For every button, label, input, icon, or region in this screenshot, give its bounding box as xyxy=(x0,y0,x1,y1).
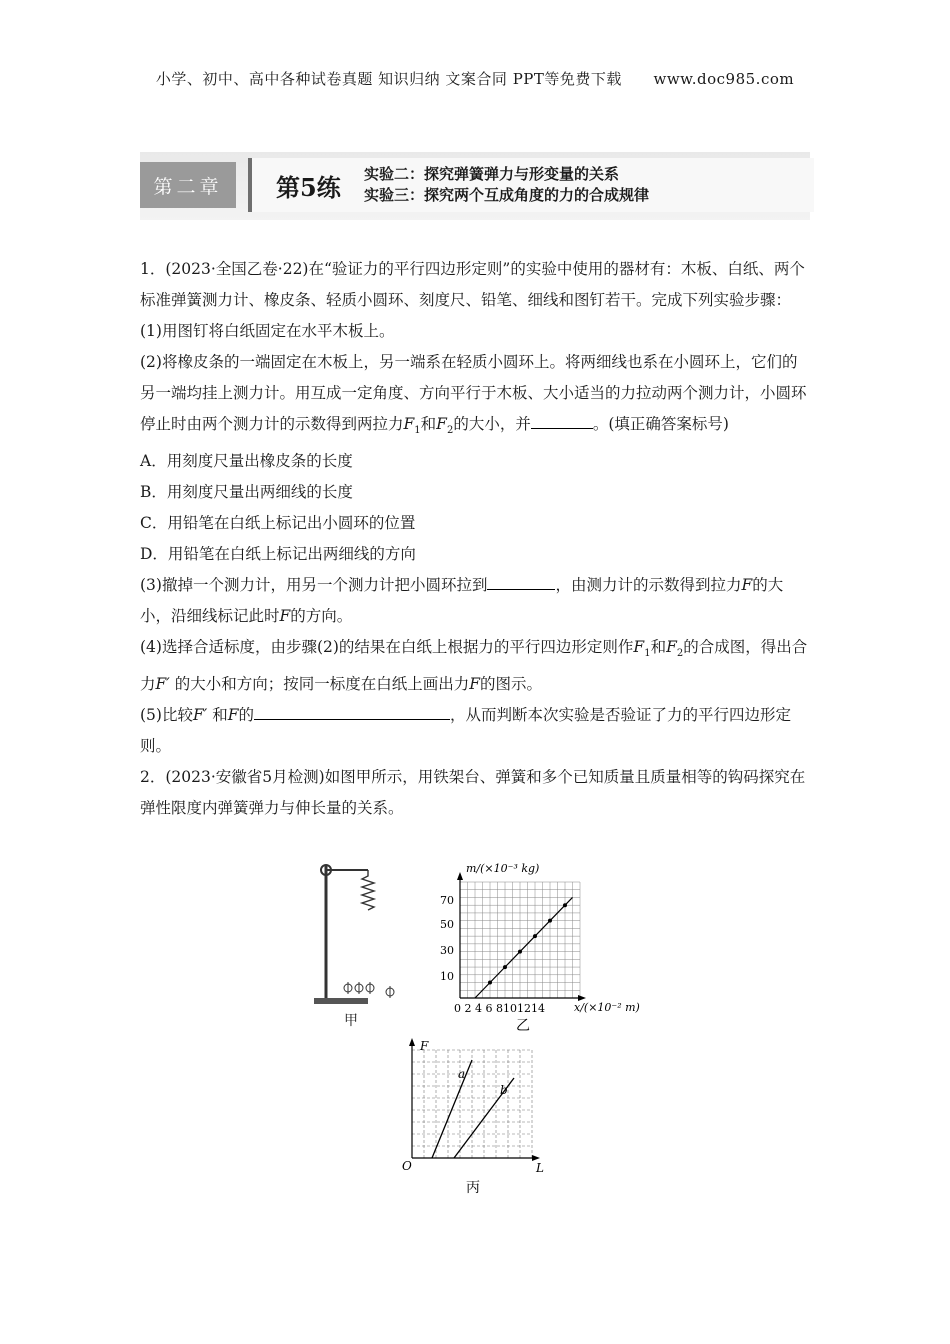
q1-step1: (1)用图钉将白纸固定在水平木板上。 xyxy=(140,322,395,340)
experiment-title-2: 实验三：探究两个互成角度的力的合成规律 xyxy=(364,186,650,204)
figure-yi-chart xyxy=(428,858,648,1038)
option-a: A．用刻度尺量出橡皮条的长度 xyxy=(140,452,353,471)
y-axis-arrow xyxy=(457,872,463,880)
option-d: D．用铅笔在白纸上标记出两细线的方向 xyxy=(140,545,416,564)
q1-step2-text: (2)将橡皮条的一端固定在木板上，另一端系在轻质小圆环上。将两细线也系在小圆环上，它们的另一端均挂上测力计。用互成一定角度、方向平行于木板、大小适当的力拉动两个测力计，小圆环停止时由两个测力计的示数得到两拉力 xyxy=(140,353,807,433)
banner-text: 小学、初中、高中各种试卷真题 知识归纳 文案合同 PPT等免费下载 xyxy=(155,70,622,88)
bing-origin: O xyxy=(402,1159,412,1173)
sub-2: 2 xyxy=(446,425,454,437)
hook-weights xyxy=(344,982,394,998)
var-f-prime: F′ xyxy=(155,675,170,694)
banner-url: www.doc985.com xyxy=(653,70,795,88)
bing-b-label: b xyxy=(500,1083,508,1097)
q1-step4-end: 的图示。 xyxy=(480,675,543,694)
q1-step2-end: 。(填正确答案标号) xyxy=(592,415,729,433)
lesson-number: 第5练 xyxy=(276,173,341,202)
bing-l-label: L xyxy=(536,1161,544,1175)
y-tick-50: 50 xyxy=(440,918,454,931)
option-b: B．用刻度尺量出两细线的长度 xyxy=(140,483,353,502)
x-axis-label: x/(×10⁻² m) xyxy=(574,1001,640,1014)
bing-a-label: a xyxy=(458,1067,466,1081)
chart-grid xyxy=(460,882,580,998)
var-f1: F xyxy=(633,638,645,657)
q1-step5-of: 的 xyxy=(238,706,254,725)
label-bing: 丙 xyxy=(466,1180,480,1196)
q1-step3 xyxy=(140,570,812,632)
title-box xyxy=(248,158,814,212)
q2-stem: 2．(2023·安徽省5月检测)如图甲所示，用铁架台、弹簧和多个已知质量且质量相等的钩码探究在弹性限度内弹簧弹力与伸长量的关系。 xyxy=(140,768,806,818)
q1-step5-and: 和 xyxy=(212,706,228,725)
stand-base xyxy=(314,998,368,1004)
q1-stem: 1．(2023·全国乙卷·22)在“验证力的平行四边形定则”的实验中使用的器材有：木板、白纸、两个标准弹簧测力计、橡皮条、轻质小圆环、刻度尺、铅笔、细线和图钉若干。完成下列实验步骤： xyxy=(140,260,805,309)
data-point xyxy=(518,950,522,954)
q1-step2-mid: 的大小，并 xyxy=(453,415,531,433)
data-point xyxy=(533,934,537,938)
bing-grid xyxy=(412,1050,532,1158)
q1-step4-mid: 的合成图，得出合力 xyxy=(140,638,808,694)
chapter-label: 第二章 xyxy=(140,162,236,208)
var-f: F xyxy=(279,607,291,626)
var-f: F xyxy=(741,576,753,595)
q1-step2-and: 和 xyxy=(420,415,437,433)
lesson-header xyxy=(140,152,810,220)
data-point xyxy=(503,965,507,969)
label-yi: 乙 xyxy=(516,1018,530,1034)
spring xyxy=(362,870,374,910)
line-a xyxy=(432,1060,472,1158)
data-point xyxy=(548,919,552,923)
q1-step5-text: (5)比较 xyxy=(140,706,193,725)
x-ticks: 0 2 4 6 8101214 xyxy=(454,1002,545,1015)
y-axis-label: m/(×10⁻³ kg) xyxy=(466,862,540,875)
bing-f-arrow xyxy=(409,1038,415,1046)
answer-blank-2[interactable] xyxy=(487,571,555,590)
figure-jia-apparatus xyxy=(304,858,414,1028)
q1-step5-end: ，从而判断本次实验是否验证了力的平行四边形定则。 xyxy=(140,706,791,756)
var-f: F xyxy=(227,706,239,725)
bing-f-label: F xyxy=(420,1039,429,1053)
sub-1: 1 xyxy=(644,648,651,660)
sub-1: 1 xyxy=(414,425,421,437)
q1-step3-end: 的方向。 xyxy=(290,607,353,626)
q1-step3-mid2: 的大小，沿细线标记此时 xyxy=(140,576,784,626)
q1-step4-and: 和 xyxy=(650,638,667,657)
figure-row xyxy=(0,858,950,1038)
experiment-title-1: 实验二：探究弹簧弹力与形变量的关系 xyxy=(364,165,620,183)
var-f-prime: F′ xyxy=(192,706,208,725)
data-point xyxy=(488,981,492,985)
q1-step2 xyxy=(140,347,812,446)
data-point xyxy=(563,903,567,907)
var-f1: F xyxy=(403,415,415,433)
sub-2: 2 xyxy=(676,648,684,660)
q1-step4-mid2: 的大小和方向；按同一标度在白纸上画出力 xyxy=(174,675,470,694)
figure-bing xyxy=(390,1036,560,1206)
y-tick-10: 10 xyxy=(440,970,454,983)
figure-bing-graph xyxy=(390,1036,560,1206)
question-content xyxy=(140,254,812,824)
q1-step3-text: (3)撤掉一个测力计，用另一个测力计把小圆环拉到 xyxy=(140,576,488,595)
experiment-titles xyxy=(364,164,649,206)
label-jia: 甲 xyxy=(344,1013,358,1029)
var-f2: F xyxy=(666,638,677,657)
q1-step4-text: (4)选择合适标度，由步骤(2)的结果在白纸上根据力的平行四边形定则作 xyxy=(140,638,634,657)
y-tick-30: 30 xyxy=(440,944,454,957)
top-banner xyxy=(0,68,950,89)
var-f2: F xyxy=(436,415,447,433)
y-tick-70: 70 xyxy=(440,894,454,907)
q1-step3-mid: ，由测力计的示数得到拉力 xyxy=(555,576,742,595)
var-f: F xyxy=(469,675,481,694)
q1-step5 xyxy=(140,700,812,762)
option-c: C．用铅笔在白纸上标记出小圆环的位置 xyxy=(140,514,416,533)
answer-blank-3[interactable] xyxy=(254,701,450,720)
answer-blank-1[interactable] xyxy=(531,410,593,429)
q1-step4 xyxy=(140,632,812,700)
